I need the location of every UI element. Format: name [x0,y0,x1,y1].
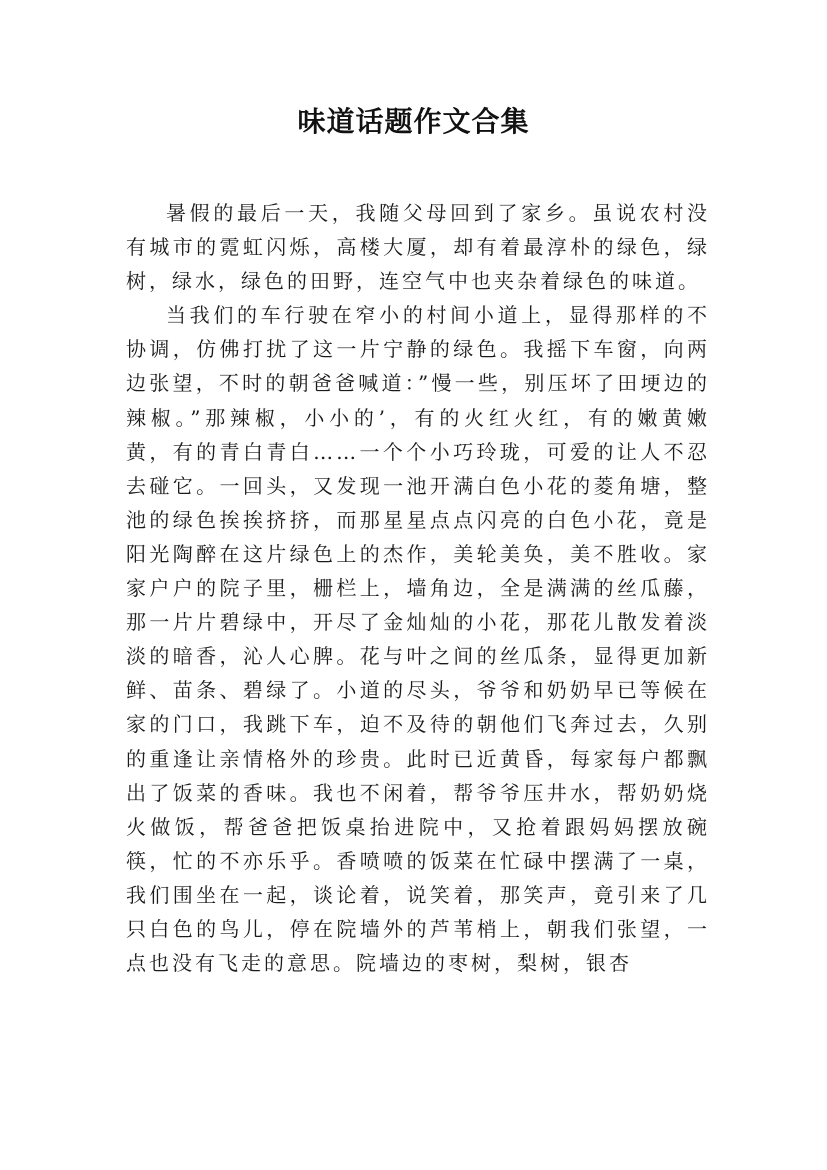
document-title: 味道话题作文合集 [297,105,530,138]
document-body [126,196,710,980]
paragraph: 暑假的最后一天，我随父母回到了家乡。虽说农村没有城市的霓虹闪烁，高楼大厦，却有着最淳朴的绿色，绿树，绿水，绿色的田野，连空气中也夹杂着绿色的味道。 [126,201,710,294]
paragraph: 当我们的车行驶在窄小的村间小道上，显得那样的不协调，仿佛打扰了这一片宁静的绿色。我摇下车窗，向两边张望，不时的朝爸爸喊道：”慢一些，别压坏了田埂边的辣椒。”那辣椒，小小的’，有的火红火红，有的嫩黄嫩黄，有的青白青白……一个个小巧玲珑，可爱的让人不忍去碰它。一回头，又发现一池开满白色小花的菱角塘，整池的绿色挨挨挤挤，而那星星点点闪亮的白色小花，竟是阳光陶醉在这片绿色上的杰作，美轮美奂，美不胜收。家家户户的院子里，栅栏上，墙角边，全是满满的丝瓜藤，那一片片碧绿中，开尽了金灿灿的小花，那花儿散发着淡淡的暗香，沁人心脾。花与叶之间的丝瓜条，显得更加新鲜、苗条、碧绿了。小道的尽头，爷爷和奶奶早已等候在家的门口，我跳下车，迫不及待的朝他们飞奔过去，久别的重逢让亲情格外的珍贵。此时已近黄昏，每家每户都飘出了饭菜的香味。我也不闲着，帮爷爷压井水，帮奶奶烧火做饭，帮爸爸把饭桌抬进院中，又抢着跟妈妈摆放碗筷，忙的不亦乐乎。香喷喷的饭菜在忙碌中摆满了一桌，我们围坐在一起，谈论着，说笑着，那笑声，竟引来了几只白色的鸟儿，停在院墙外的芦苇梢上，朝我们张望，一点也没有飞走的意思。院墙边的枣树，梨树，银杏 [126,303,710,976]
